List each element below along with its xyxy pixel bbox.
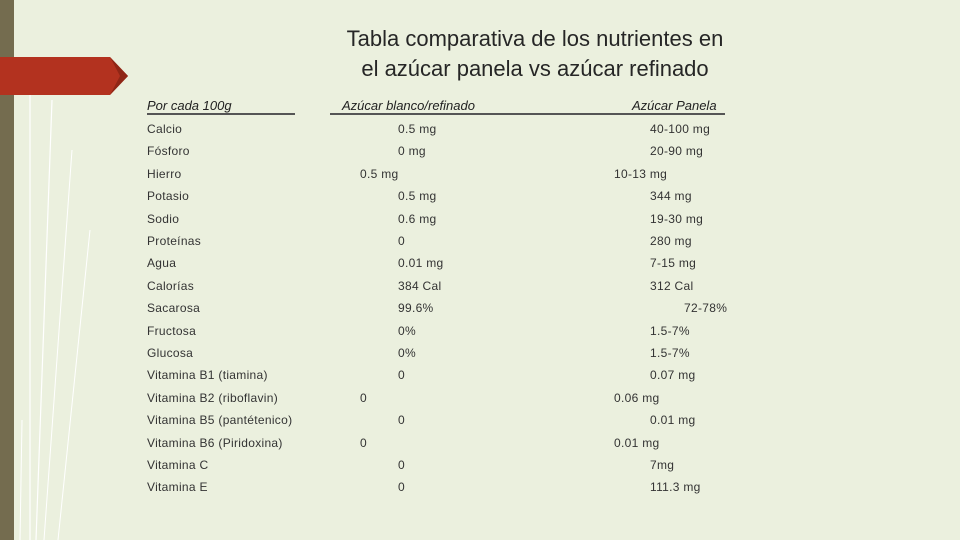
slide-title bbox=[300, 24, 770, 84]
refined-sugar-value: 0 bbox=[398, 458, 405, 472]
deco-line bbox=[36, 100, 52, 540]
nutrient-name: Sodio bbox=[147, 212, 180, 226]
panela-value: 40-100 mg bbox=[650, 122, 711, 136]
panela-value: 7-15 mg bbox=[650, 256, 697, 270]
refined-sugar-value: 0 mg bbox=[398, 144, 426, 158]
header-refined-sugar: Azúcar blanco/refinado bbox=[342, 98, 475, 113]
title-line-1: Tabla comparativa de los nutrientes en bbox=[346, 26, 724, 51]
nutrient-name: Hierro bbox=[147, 167, 182, 181]
refined-sugar-value: 0.5 mg bbox=[398, 122, 437, 136]
panela-value: 0.01 mg bbox=[650, 413, 696, 427]
nutrient-name: Sacarosa bbox=[147, 301, 201, 315]
header-panela: Azúcar Panela bbox=[632, 98, 717, 113]
nutrient-name: Vitamina B5 (pantétenico) bbox=[147, 413, 293, 427]
nutrient-name: Fósforo bbox=[147, 144, 190, 158]
panela-value: 0.07 mg bbox=[650, 368, 696, 382]
nutrient-name: Vitamina E bbox=[147, 480, 208, 494]
nutrient-name: Vitamina B1 (tiamina) bbox=[147, 368, 268, 382]
refined-sugar-value: 0 bbox=[360, 391, 367, 405]
refined-sugar-value: 0.5 mg bbox=[398, 189, 437, 203]
refined-sugar-value: 0.5 mg bbox=[360, 167, 399, 181]
nutrient-name: Vitamina B2 (riboflavin) bbox=[147, 391, 279, 405]
panela-value: 280 mg bbox=[650, 234, 692, 248]
refined-sugar-value: 0.01 mg bbox=[398, 256, 444, 270]
panela-value: 0.01 mg bbox=[614, 436, 660, 450]
refined-sugar-value: 0% bbox=[398, 346, 416, 360]
panela-value: 72-78% bbox=[684, 301, 728, 315]
panela-value: 19-30 mg bbox=[650, 212, 704, 226]
refined-sugar-value: 0 bbox=[360, 436, 367, 450]
deco-line bbox=[20, 420, 22, 540]
panela-value: 10-13 mg bbox=[614, 167, 668, 181]
nutrient-name: Vitamina C bbox=[147, 458, 209, 472]
panela-value: 20-90 mg bbox=[650, 144, 704, 158]
panela-value: 312 Cal bbox=[650, 279, 694, 293]
nutrient-name: Vitamina B6 (Piridoxina) bbox=[147, 436, 283, 450]
refined-sugar-value: 0% bbox=[398, 324, 416, 338]
nutrient-name: Proteínas bbox=[147, 234, 202, 248]
panela-value: 0.06 mg bbox=[614, 391, 660, 405]
panela-value: 1.5-7% bbox=[650, 346, 690, 360]
header-per-100g: Por cada 100g bbox=[147, 98, 232, 113]
refined-sugar-value: 0 bbox=[398, 234, 405, 248]
nutrient-name: Potasio bbox=[147, 189, 190, 203]
nutrient-name: Fructosa bbox=[147, 324, 197, 338]
title-line-2: el azúcar panela vs azúcar refinado bbox=[361, 56, 709, 81]
panela-value: 7mg bbox=[650, 458, 675, 472]
decorative-lines bbox=[0, 0, 140, 540]
nutrient-name: Glucosa bbox=[147, 346, 194, 360]
refined-sugar-value: 0.6 mg bbox=[398, 212, 437, 226]
panela-value: 111.3 mg bbox=[650, 480, 701, 494]
panela-value: 344 mg bbox=[650, 189, 692, 203]
refined-sugar-value: 384 Cal bbox=[398, 279, 442, 293]
header-underline bbox=[147, 113, 295, 115]
nutrient-name: Agua bbox=[147, 256, 177, 270]
header-underline bbox=[330, 113, 725, 115]
panela-value: 1.5-7% bbox=[650, 324, 690, 338]
refined-sugar-value: 99.6% bbox=[398, 301, 434, 315]
refined-sugar-value: 0 bbox=[398, 413, 405, 427]
red-arrow-shape bbox=[0, 57, 128, 95]
refined-sugar-value: 0 bbox=[398, 480, 405, 494]
nutrient-name: Calcio bbox=[147, 122, 183, 136]
refined-sugar-value: 0 bbox=[398, 368, 405, 382]
nutrient-name: Calorías bbox=[147, 279, 195, 293]
